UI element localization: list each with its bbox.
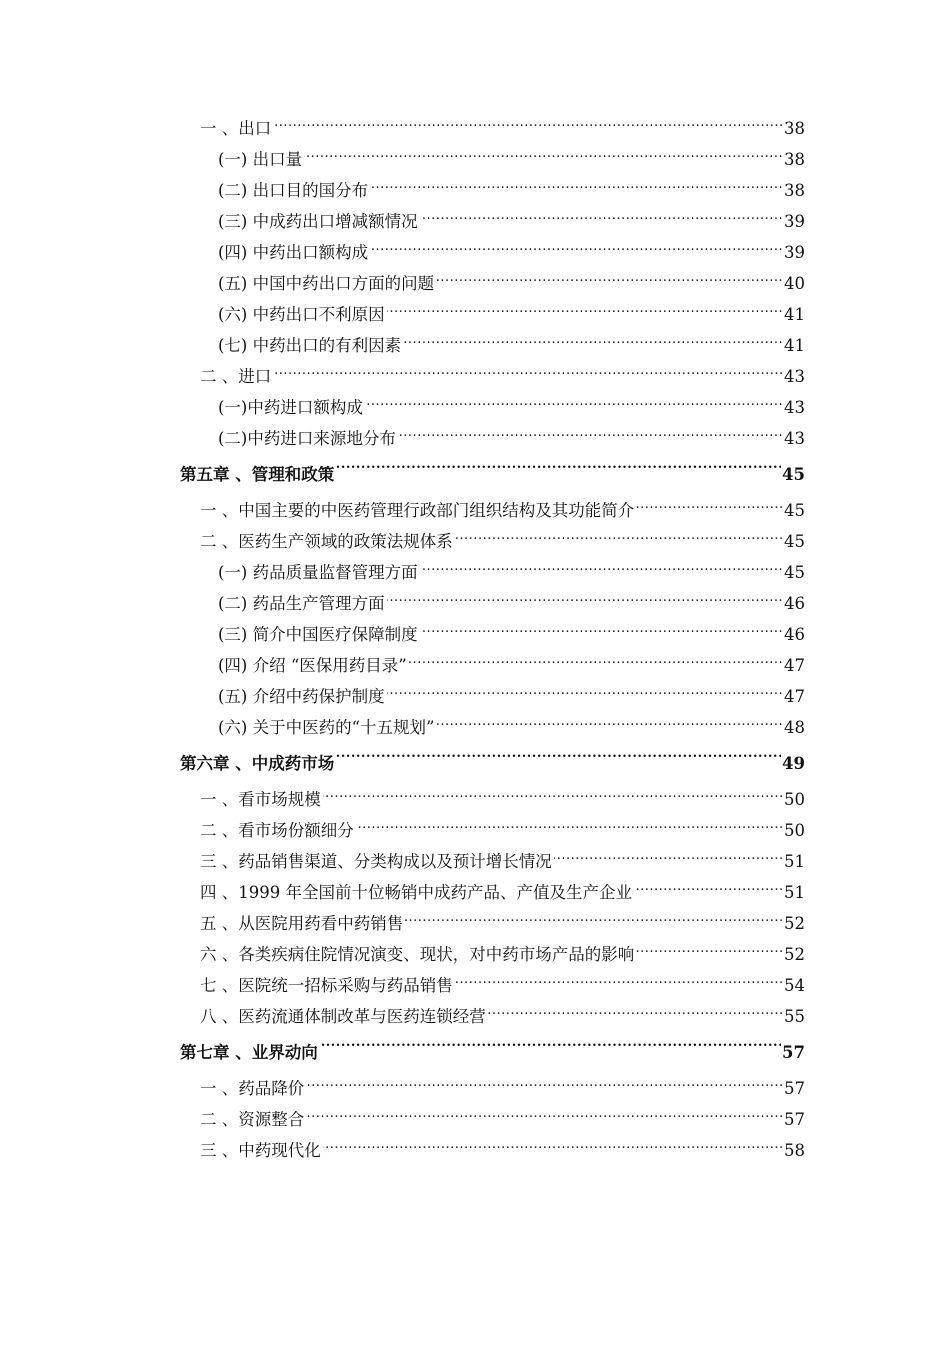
toc-page-number: 51	[783, 846, 805, 877]
toc-entry-title: 三 、药品销售渠道、分类构成以及预计增长情况	[200, 846, 554, 877]
toc-entry-title: (二) 药品生产管理方面	[218, 588, 387, 619]
toc-entry[interactable]	[0, 330, 950, 361]
dot-leader	[200, 113, 785, 144]
toc-entry[interactable]	[0, 237, 950, 268]
toc-entry-title: 八 、医药流通体制改革与医药连锁经营	[200, 1001, 488, 1032]
toc-page-number: 41	[783, 330, 805, 361]
toc-entry[interactable]	[0, 113, 950, 144]
toc-page-number: 52	[783, 939, 805, 970]
toc-entry-title: (三) 简介中国医疗保障制度	[218, 619, 420, 650]
toc-entry[interactable]	[0, 392, 950, 423]
toc-entry-title: 二 、看市场份额细分	[200, 815, 356, 846]
toc-entry-title: 六 、各类疾病住院情况演变、现状，对中药市场产品的影响	[200, 939, 636, 970]
toc-entry[interactable]	[0, 1135, 950, 1166]
toc-page-number: 39	[783, 237, 805, 268]
toc-page-number: 57	[783, 1104, 805, 1135]
table-of-contents	[0, 113, 950, 1166]
toc-entry[interactable]	[0, 206, 950, 237]
toc-entry-title: (五) 介绍中药保护制度	[218, 681, 387, 712]
toc-entry-title: 二 、医药生产领域的政策法规体系	[200, 526, 455, 557]
toc-page-number: 46	[783, 588, 805, 619]
toc-entry[interactable]	[0, 144, 950, 175]
toc-entry-title: (六) 中药出口不利原因	[218, 299, 387, 330]
toc-page-number: 46	[783, 619, 805, 650]
toc-page-number: 43	[783, 392, 805, 423]
toc-entry-title: (六) 关于中医药的“十五规划”	[218, 712, 437, 743]
toc-entry[interactable]	[0, 423, 950, 454]
toc-page-number: 50	[783, 815, 805, 846]
toc-page-number: 52	[783, 908, 805, 939]
toc-entry-title: 第五章 、管理和政策	[180, 454, 336, 495]
toc-entry-title: (三) 中成药出口增减额情况	[218, 206, 420, 237]
toc-entry[interactable]	[0, 495, 950, 526]
toc-page-number: 38	[783, 144, 805, 175]
toc-page-number: 57	[781, 1032, 805, 1073]
toc-entry[interactable]	[0, 784, 950, 815]
toc-page-number: 41	[783, 299, 805, 330]
toc-entry[interactable]	[0, 619, 950, 650]
toc-entry-title: 第六章 、中成药市场	[180, 743, 336, 784]
toc-entry-title: (一)中药进口额构成	[218, 392, 365, 423]
toc-page-number: 54	[783, 970, 805, 1001]
toc-page-number: 55	[783, 1001, 805, 1032]
toc-entry[interactable]	[0, 877, 950, 908]
toc-entry[interactable]	[0, 526, 950, 557]
toc-page-number: 45	[783, 557, 805, 588]
toc-page-number: 51	[783, 877, 805, 908]
toc-entry[interactable]	[0, 1104, 950, 1135]
toc-entry[interactable]	[0, 268, 950, 299]
toc-entry[interactable]	[0, 361, 950, 392]
toc-page-number: 50	[783, 784, 805, 815]
toc-page-number: 38	[783, 175, 805, 206]
toc-entry-title: (七) 中药出口的有利因素	[218, 330, 403, 361]
toc-page-number: 47	[783, 650, 805, 681]
toc-entry-title: (一) 药品质量监督管理方面	[218, 557, 420, 588]
toc-page-number: 57	[783, 1073, 805, 1104]
toc-page-number: 48	[783, 712, 805, 743]
toc-entry[interactable]	[0, 712, 950, 743]
toc-entry-title: 三 、中药现代化	[200, 1135, 323, 1166]
toc-page-number: 43	[783, 423, 805, 454]
toc-page-number: 45	[783, 526, 805, 557]
toc-page-number: 40	[783, 268, 805, 299]
toc-page-number: 38	[783, 113, 805, 144]
toc-entry[interactable]	[0, 1001, 950, 1032]
toc-entry-title: 一 、中国主要的中医药管理行政部门组织结构及其功能简介	[200, 495, 636, 526]
toc-entry-title: 一 、出口	[200, 113, 273, 144]
toc-page-number: 43	[783, 361, 805, 392]
toc-entry[interactable]	[0, 299, 950, 330]
toc-page-number: 45	[781, 454, 805, 495]
toc-entry-title: (四) 介绍 “医保用药目录”	[218, 650, 409, 681]
toc-page-number: 45	[783, 495, 805, 526]
toc-entry-title: 四 、1999 年全国前十位畅销中成药产品、产值及生产企业	[200, 877, 634, 908]
toc-entry[interactable]	[0, 650, 950, 681]
toc-entry[interactable]	[0, 681, 950, 712]
toc-entry[interactable]	[0, 815, 950, 846]
toc-entry-title: 一 、药品降价	[200, 1073, 306, 1104]
toc-page-number: 39	[783, 206, 805, 237]
toc-entry-title: (二) 出口目的国分布	[218, 175, 370, 206]
toc-entry[interactable]	[0, 970, 950, 1001]
toc-entry[interactable]	[0, 588, 950, 619]
toc-entry[interactable]	[0, 557, 950, 588]
toc-entry-title: 五 、从医院用药看中药销售	[200, 908, 405, 939]
toc-chapter-entry[interactable]	[0, 743, 950, 784]
toc-entry[interactable]	[0, 175, 950, 206]
toc-entry-title: (一) 出口量	[218, 144, 304, 175]
toc-entry-title: (二)中药进口来源地分布	[218, 423, 398, 454]
toc-entry-title: 第七章 、业界动向	[180, 1032, 320, 1073]
toc-entry[interactable]	[0, 846, 950, 877]
toc-chapter-entry[interactable]	[0, 454, 950, 495]
toc-entry[interactable]	[0, 908, 950, 939]
toc-entry[interactable]	[0, 1073, 950, 1104]
toc-entry-title: 七 、医院统一招标采购与药品销售	[200, 970, 455, 1001]
toc-page-number: 49	[781, 743, 805, 784]
toc-entry-title: 二 、资源整合	[200, 1104, 306, 1135]
toc-entry-title: 二 、进口	[200, 361, 273, 392]
toc-chapter-entry[interactable]	[0, 1032, 950, 1073]
toc-entry[interactable]	[0, 939, 950, 970]
toc-entry-title: (五) 中国中药出口方面的问题	[218, 268, 436, 299]
toc-entry-title: 一 、看市场规模	[200, 784, 323, 815]
dot-leader	[200, 361, 785, 392]
toc-entry-title: (四) 中药出口额构成	[218, 237, 370, 268]
toc-page-number: 47	[783, 681, 805, 712]
toc-page-number: 58	[783, 1135, 805, 1166]
